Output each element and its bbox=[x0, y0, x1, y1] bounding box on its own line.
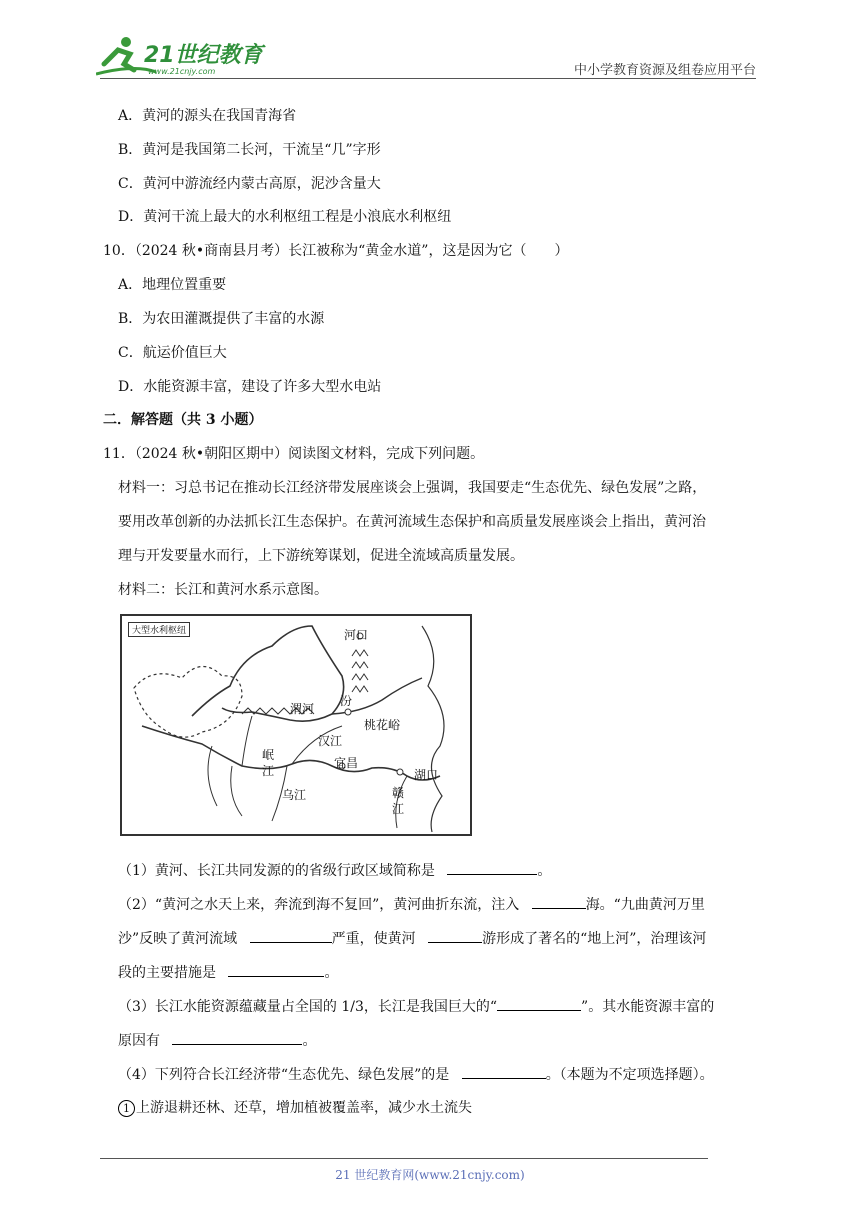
label-fen: 汾 bbox=[340, 694, 353, 708]
answer-blank[interactable] bbox=[250, 928, 332, 943]
answer-blank[interactable] bbox=[532, 894, 586, 909]
label-min-2: 江 bbox=[262, 764, 275, 778]
label-hekou: 河口 bbox=[344, 628, 369, 642]
subq-4-text-a: （4）下列符合长江经济带“生态优先、绿色发展”的是 bbox=[118, 1067, 450, 1083]
subq-2-text-g: 。 bbox=[324, 965, 339, 981]
subq-4 bbox=[118, 1064, 714, 1085]
subq-1 bbox=[118, 860, 551, 881]
q9-option-b: B．黄河是我国第二长河，干流呈“几”字形 bbox=[118, 142, 381, 158]
subq-2-line-1 bbox=[118, 894, 705, 915]
subq-3-text-c: 原因有 bbox=[118, 1033, 160, 1049]
q10-option-a: A．地理位置重要 bbox=[118, 277, 227, 293]
label-min-1: 岷 bbox=[262, 748, 275, 762]
subq-3-line-2 bbox=[118, 1030, 316, 1051]
choice-1 bbox=[118, 1098, 472, 1118]
subq-4-text-b: 。（本题为不定项选择题）。 bbox=[545, 1067, 714, 1083]
svg-text:21世纪教育: 21世纪教育 bbox=[144, 43, 263, 68]
label-weihe: 渭河 bbox=[290, 702, 315, 716]
material1-line-3: 理与开发要量水而行，上下游统筹谋划，促进全流域高质量发展。 bbox=[118, 548, 524, 564]
material2-caption: 材料二：长江和黄河水系示意图。 bbox=[118, 582, 328, 598]
label-yichang: 宜昌 bbox=[334, 756, 359, 770]
platform-name: 中小学教育资源及组卷应用平台 bbox=[573, 63, 756, 78]
choice-1-text: 上游退耕还林、还草，增加植被覆盖率，减少水土流失 bbox=[136, 1100, 472, 1116]
section-title: 二．解答题（共 3 小题） bbox=[103, 412, 263, 428]
subq-3-text-d: 。 bbox=[302, 1033, 317, 1049]
label-wujiang: 乌江 bbox=[282, 788, 307, 802]
subq-1-end: 。 bbox=[537, 863, 552, 879]
subq-3-line-1 bbox=[118, 996, 714, 1017]
runner-logo-icon bbox=[96, 34, 266, 78]
answer-blank[interactable] bbox=[497, 996, 581, 1011]
label-taohuayu: 桃花峪 bbox=[364, 718, 401, 732]
header-divider bbox=[100, 78, 756, 79]
q10-option-d: D．水能资源丰富，建设了许多大型水电站 bbox=[118, 379, 382, 395]
material1-line-2: 要用改革创新的办法抓长江生态保护。在黄河流域生态保护和高质量发展座谈会上指出，黄河治 bbox=[118, 514, 706, 530]
footer-link[interactable]: 21 世纪教育网(www.21cnjy.com) bbox=[335, 1168, 525, 1182]
subq-2-text-f: 段的主要措施是 bbox=[118, 965, 216, 981]
svg-text:www.21cnjy.com: www.21cnjy.com bbox=[148, 67, 216, 76]
q9-option-d: D．黄河干流上最大的水利枢纽工程是小浪底水利枢纽 bbox=[118, 209, 452, 225]
subq-3-text-b: ”。其水能资源丰富的 bbox=[581, 999, 715, 1015]
circled-number-1: 1 bbox=[118, 1100, 135, 1117]
footer-divider bbox=[100, 1158, 708, 1159]
answer-blank[interactable] bbox=[172, 1030, 302, 1045]
site-logo bbox=[96, 34, 266, 78]
subq-2-text-b: 海。“九曲黄河万里 bbox=[585, 897, 705, 913]
subq-2-text-d: 严重，使黄河 bbox=[331, 931, 416, 947]
label-gan-1: 赣 bbox=[392, 786, 405, 800]
subq-2-line-3 bbox=[118, 962, 338, 983]
answer-blank[interactable] bbox=[428, 928, 482, 943]
label-hanjiang: 汉江 bbox=[318, 734, 343, 748]
q10-option-c: C．航运价值巨大 bbox=[118, 345, 227, 361]
subq-2-text-c: 沙”反映了黄河流域 bbox=[118, 931, 238, 947]
subq-2-text-a: （2）“黄河之水天上来，奔流到海不复回”，黄河曲折东流，注入 bbox=[118, 897, 520, 913]
subq-3-text-a: （3）长江水能资源蕴藏量占全国的 1/3，长江是我国巨大的“ bbox=[118, 999, 498, 1015]
q9-option-a: A．黄河的源头在我国青海省 bbox=[118, 108, 297, 124]
q9-option-c: C．黄河中游流经内蒙古高原，泥沙含量大 bbox=[118, 176, 381, 192]
label-hukou: 湖口 bbox=[414, 768, 439, 782]
map-legend: 大型水利枢纽 bbox=[128, 622, 190, 637]
answer-blank[interactable] bbox=[462, 1064, 546, 1079]
q10-stem: 10．（2024 秋•商南县月考）长江被称为“黄金水道”，这是因为它（ ） bbox=[103, 243, 569, 259]
river-system-map bbox=[120, 614, 472, 836]
answer-blank[interactable] bbox=[228, 962, 324, 977]
label-gan-2: 江 bbox=[392, 802, 405, 816]
q11-stem: 11．（2024 秋•朝阳区期中）阅读图文材料，完成下列问题。 bbox=[103, 446, 485, 462]
subq-2-text-e: 游形成了著名的“地上河”，治理该河 bbox=[482, 931, 707, 947]
material1-line-1: 材料一：习总书记在推动长江经济带发展座谈会上强调，我国要走“生态优先、绿色发展”之路， bbox=[118, 480, 707, 496]
q10-option-b: B．为农田灌溉提供了丰富的水源 bbox=[118, 311, 325, 327]
subq-2-line-2 bbox=[118, 928, 706, 949]
answer-blank[interactable] bbox=[447, 860, 537, 875]
subq-1-text: （1）黄河、长江共同发源的的省级行政区域简称是 bbox=[118, 863, 435, 879]
